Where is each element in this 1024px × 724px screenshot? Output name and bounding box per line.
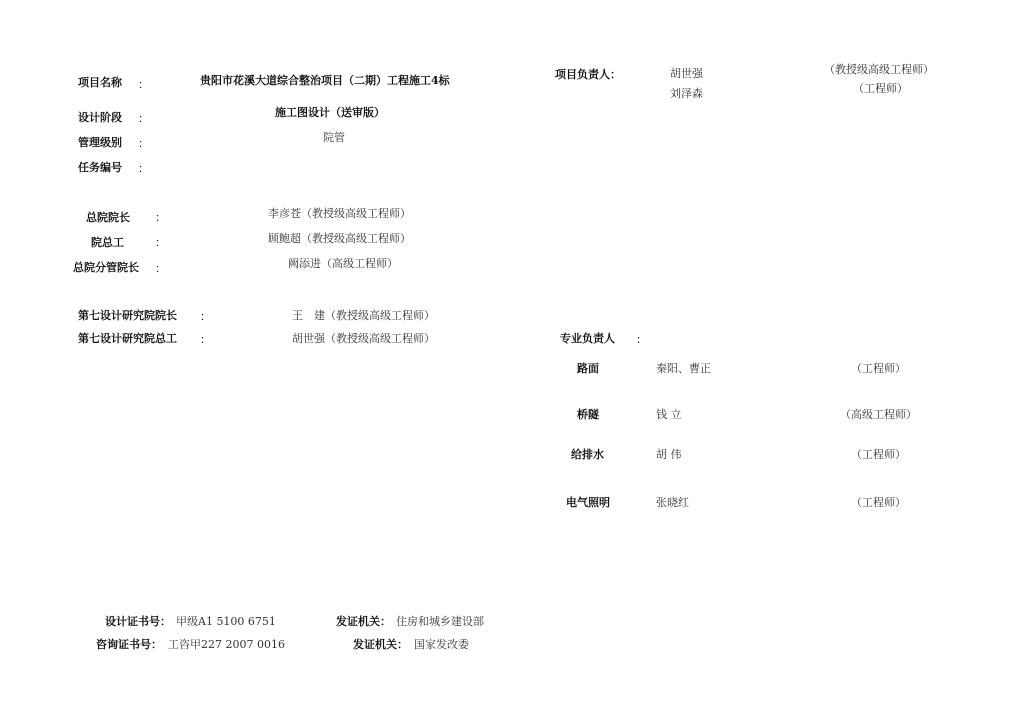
pavement-title: （工程师） bbox=[851, 362, 906, 375]
design-issuer-value: 住房和城乡建设部 bbox=[396, 615, 484, 628]
design-stage-value: 施工图设计（送审版） bbox=[275, 106, 385, 119]
institute-president-colon: ： bbox=[155, 211, 166, 224]
vice-president-colon: ： bbox=[155, 262, 166, 275]
seventh-president-value: 王 建（教授级高级工程师） bbox=[292, 309, 435, 322]
vice-president-label: 总院分管院长 bbox=[73, 261, 139, 274]
consult-issuer-value: 国家发改委 bbox=[414, 638, 469, 651]
discipline-water: 给排水 bbox=[571, 448, 604, 461]
seventh-president-colon: ： bbox=[200, 310, 211, 323]
pavement-person: 秦阳、曹正 bbox=[656, 362, 711, 375]
institute-chief-engineer-colon: ： bbox=[155, 236, 166, 249]
specialty-leader-colon: ： bbox=[636, 333, 647, 346]
task-number-colon: ： bbox=[138, 162, 149, 175]
project-leader-title-2: （工程师） bbox=[853, 82, 908, 95]
design-cert-label: 设计证书号： bbox=[105, 615, 171, 628]
discipline-lighting: 电气照明 bbox=[566, 496, 610, 509]
consult-issuer-label: 发证机关： bbox=[353, 638, 408, 651]
seventh-president-label: 第七设计研究院院长 bbox=[78, 309, 177, 322]
institute-president-label: 总院院长 bbox=[86, 211, 130, 224]
institute-president-value: 李彦苍（教授级高级工程师） bbox=[268, 207, 411, 220]
management-level-value: 院管 bbox=[323, 131, 345, 144]
management-level-label: 管理级别 bbox=[78, 136, 122, 149]
project-name-colon: ： bbox=[138, 78, 149, 91]
consult-cert-value: 工咨甲227 2007 0016 bbox=[168, 638, 285, 651]
design-stage-colon: ： bbox=[138, 112, 149, 125]
discipline-pavement: 路面 bbox=[577, 362, 599, 375]
project-name-label: 项目名称 bbox=[78, 76, 122, 89]
bridge-tunnel-person: 钱 立 bbox=[656, 408, 682, 421]
institute-chief-engineer-label: 院总工 bbox=[91, 236, 124, 249]
design-issuer-label: 发证机关： bbox=[336, 615, 391, 628]
discipline-bridge-tunnel: 桥隧 bbox=[577, 408, 599, 421]
project-leader-name-2: 刘泽森 bbox=[670, 87, 703, 100]
management-level-colon: ： bbox=[138, 137, 149, 150]
specialty-leader-label: 专业负责人 bbox=[560, 332, 615, 345]
project-leader-name-1: 胡世强 bbox=[670, 67, 703, 80]
project-name-value: 贵阳市花溪大道综合整治项目（二期）工程施工4标 bbox=[200, 74, 450, 87]
seventh-chief-engineer-colon: ： bbox=[200, 333, 211, 346]
consult-cert-label: 咨询证书号： bbox=[96, 638, 162, 651]
seventh-chief-engineer-value: 胡世强（教授级高级工程师） bbox=[292, 332, 435, 345]
design-stage-label: 设计阶段 bbox=[78, 111, 122, 124]
water-person: 胡 伟 bbox=[656, 448, 682, 461]
institute-chief-engineer-value: 顾鲍超（教授级高级工程师） bbox=[268, 232, 411, 245]
lighting-person: 张晓红 bbox=[656, 496, 689, 509]
seventh-chief-engineer-label: 第七设计研究院总工 bbox=[78, 332, 177, 345]
water-title: （工程师） bbox=[851, 448, 906, 461]
design-cert-value: 甲级A1 5100 6751 bbox=[176, 615, 276, 628]
project-leader-label: 项目负责人： bbox=[555, 68, 621, 81]
bridge-tunnel-title: （高级工程师） bbox=[840, 408, 917, 421]
project-leader-title-1: （教授级高级工程师） bbox=[824, 63, 934, 76]
vice-president-value: 阙添进（高级工程师） bbox=[288, 257, 398, 270]
task-number-label: 任务编号 bbox=[78, 161, 122, 174]
lighting-title: （工程师） bbox=[851, 496, 906, 509]
